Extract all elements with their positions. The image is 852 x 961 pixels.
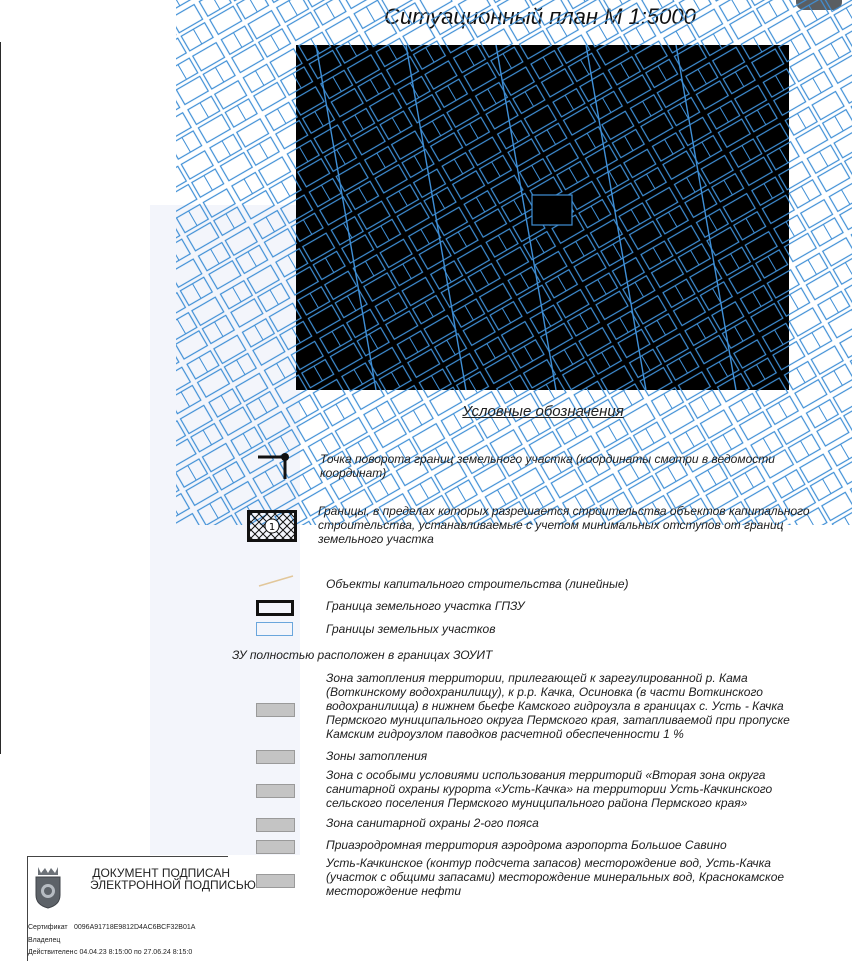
zone-swatch [256,874,295,888]
legend-item-linear-objects: Объекты капитального строительства (линейные) [326,577,629,591]
linear-object-icon [257,574,295,588]
zone-item-airfield: Приаэродромная территория аэродрома аэропорта Большое Савино [326,838,727,852]
zone-heading: ЗУ полностью расположен в границах ЗОУИТ [232,648,493,662]
validity-label: Действителен [28,949,74,956]
gpzu-boundary-icon [256,600,294,616]
frame-line [0,42,1,754]
situation-map [296,45,789,390]
zone-swatch [256,784,295,798]
owner-label: Владелец [28,937,61,944]
boundary-marker-number: 1 [268,522,276,533]
zone-swatch [256,818,295,832]
signature-stamp [27,856,256,961]
stamp-row-validity [28,949,228,956]
parcel-boundary-icon [256,622,293,636]
stamp-title-line1: ДОКУМЕНТ ПОДПИСАН [92,866,230,880]
zone-item-sanitary-district: Зона с особыми условиями использования территорий «Вторая зона округа санитарной охраны курорта «Усть-Качка» на территории Усть-Качкинского сельского поселения Пермского муниципального района Пермского края» [326,768,773,810]
certificate-label: Сертификат [28,924,68,931]
stamp-title-line2: ЭЛЕКТРОННОЙ ПОДПИСЬЮ [90,878,256,892]
zone-item-deposits: Усть-Качкинское (контур подсчета запасов) месторождение вод, Усть-Качка (участок с общими запасами) месторождение минеральных вод, Краснокамское месторождение нефти [326,856,785,898]
stamp-title [90,866,256,892]
legend-item-turn-point: Точка поворота границ земельного участка (координаты смотри в ведомости координат) [320,452,775,480]
legend-heading: Условные обозначения [462,403,624,420]
certificate-value: 0096A91718E9812D4AC6BCF32B01A [74,924,196,931]
zone-swatch [256,703,295,717]
legend-item-building-boundary: Границы, в пределах которых разрешается строительства объектов капитального строительства, устанавливаемые с учетом минимальных отступов от границ земельного участка [318,504,810,546]
turn-point-icon [257,451,293,481]
validity-value: с 04.04.23 8:15:00 по 27.06.24 8:15:0 [74,949,193,956]
zone-item-flood-territory: Зона затопления территории, прилегающей к зарегулированной р. Кама (Воткинскому водохранилищу), к р.р. Качка, Осиновка (в части Воткинского водохранилища) в нижнем бьефе Камского гидроузла в границах с. Усть - Качка Пермского муниципального округа Пермского края, затапливаемой при пропуске Камским гидроузлом паводков расчетной обеспеченности 1 % [326,671,790,741]
zone-item-sanitary-belt: Зона санитарной охраны 2-ого пояса [326,816,539,830]
emblem-icon [34,865,62,909]
zone-swatch [256,840,295,854]
legend-item-gpzu-boundary: Граница земельного участка ГПЗУ [326,599,525,613]
zone-swatch [256,750,295,764]
stamp-row-certificate [28,924,228,931]
parcel-map-drawing [296,45,789,390]
zone-item-flood-zones: Зоны затопления [326,749,428,763]
hatched-boundary-icon [247,510,297,542]
legend-item-parcel-boundaries: Границы земельных участков [326,622,496,636]
stamp-row-owner [28,937,60,944]
